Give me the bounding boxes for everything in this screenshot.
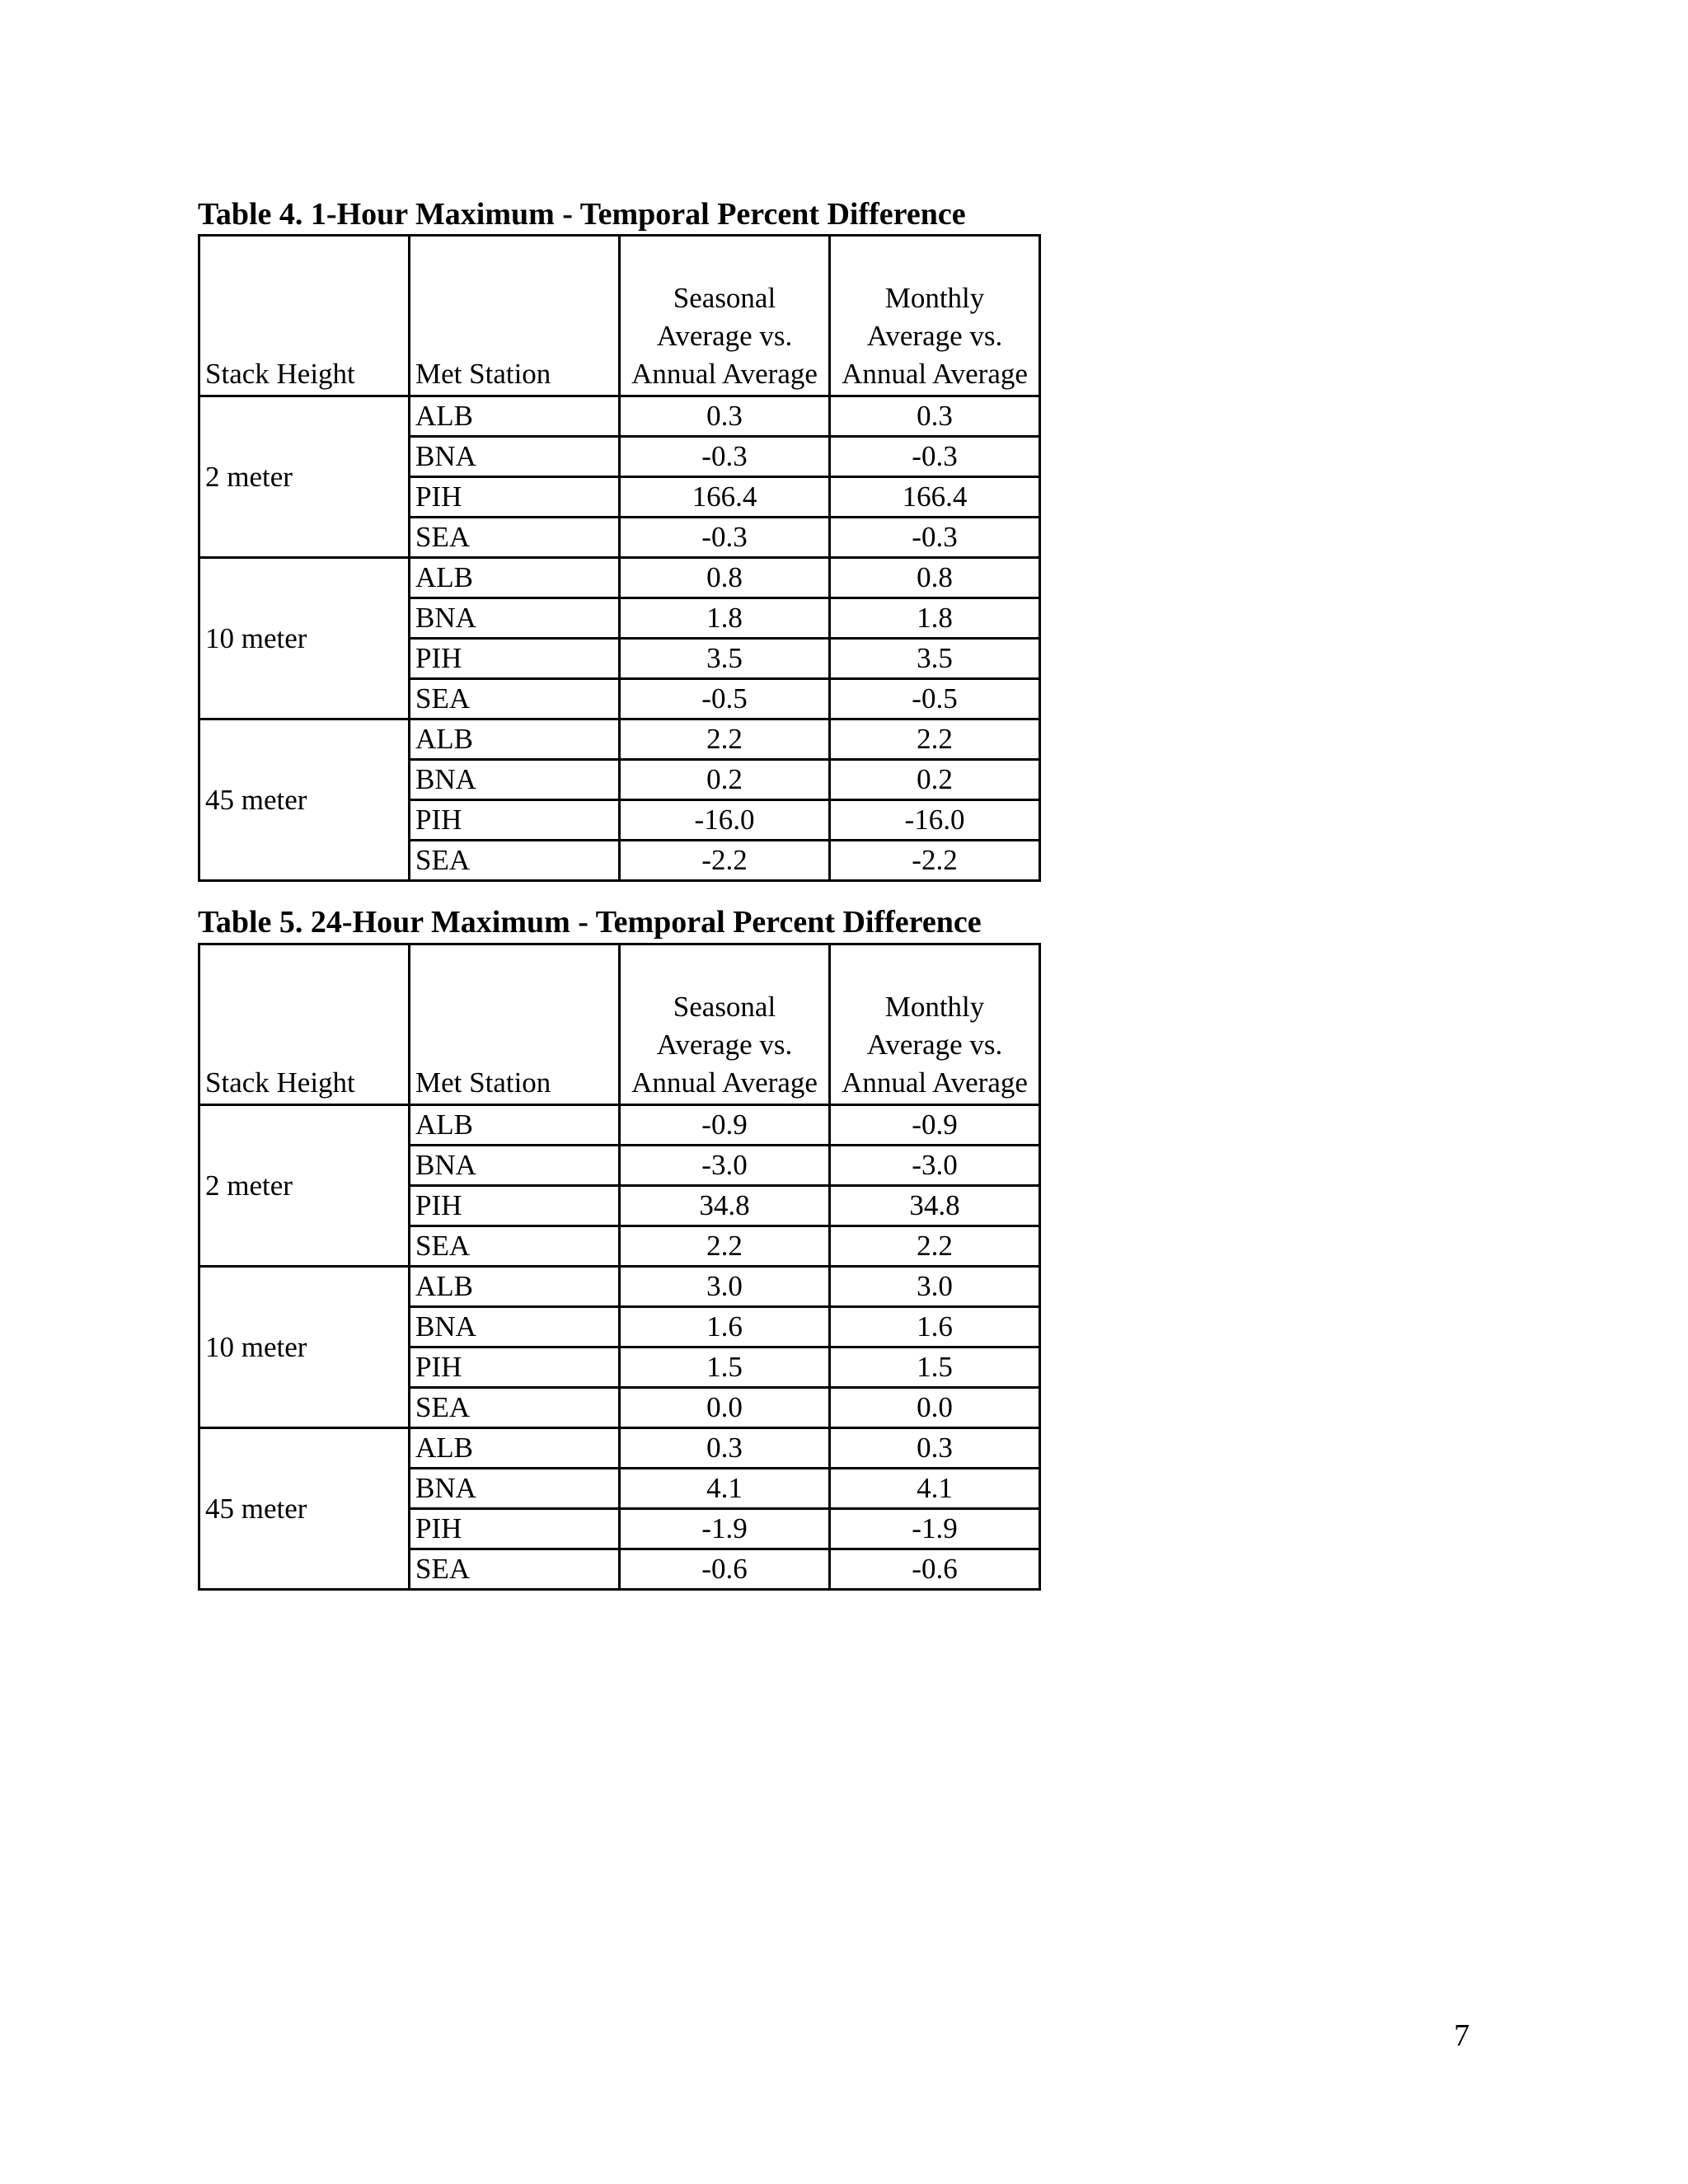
monthly-value-cell: -0.5 — [830, 679, 1040, 719]
seasonal-value-cell: -0.3 — [620, 437, 830, 477]
seasonal-value-cell: -0.9 — [620, 1105, 830, 1146]
met-station-cell: SEA — [410, 1388, 620, 1428]
monthly-value-cell: -3.0 — [830, 1146, 1040, 1186]
header-stack-height: Stack Height — [199, 236, 410, 396]
table-4-body — [199, 396, 1040, 881]
table-header-row — [199, 944, 1040, 1105]
monthly-value-cell: -0.6 — [830, 1549, 1040, 1590]
seasonal-value-cell: 0.0 — [620, 1388, 830, 1428]
met-station-cell: ALB — [410, 396, 620, 437]
met-station-cell: PIH — [410, 639, 620, 679]
table-5-body — [199, 1105, 1040, 1590]
seasonal-value-cell: -0.5 — [620, 679, 830, 719]
table-5 — [198, 943, 1041, 1591]
stack-height-cell: 45 meter — [199, 1428, 410, 1590]
seasonal-value-cell: 3.0 — [620, 1267, 830, 1307]
met-station-cell: ALB — [410, 1267, 620, 1307]
table-row — [199, 396, 1040, 437]
met-station-cell: PIH — [410, 800, 620, 841]
table-5-caption: Table 5. 24-Hour Maximum - Temporal Percent Difference — [198, 905, 982, 940]
monthly-value-cell: 1.8 — [830, 598, 1040, 639]
monthly-value-cell: -0.3 — [830, 437, 1040, 477]
seasonal-value-cell: 1.5 — [620, 1347, 830, 1388]
met-station-cell: SEA — [410, 841, 620, 881]
met-station-cell: PIH — [410, 1509, 620, 1549]
monthly-value-cell: 34.8 — [830, 1186, 1040, 1226]
header-seasonal: Seasonal Average vs. Annual Average — [620, 236, 830, 396]
met-station-cell: BNA — [410, 1469, 620, 1509]
monthly-value-cell: 3.5 — [830, 639, 1040, 679]
seasonal-value-cell: 2.2 — [620, 719, 830, 760]
stack-height-cell: 2 meter — [199, 396, 410, 558]
monthly-value-cell: 4.1 — [830, 1469, 1040, 1509]
met-station-cell: BNA — [410, 598, 620, 639]
monthly-value-cell: 2.2 — [830, 1226, 1040, 1267]
monthly-value-cell: 1.6 — [830, 1307, 1040, 1347]
seasonal-value-cell: 0.3 — [620, 396, 830, 437]
monthly-value-cell: 0.3 — [830, 396, 1040, 437]
stack-height-cell: 10 meter — [199, 558, 410, 719]
header-met-station: Met Station — [410, 944, 620, 1105]
met-station-cell: BNA — [410, 1146, 620, 1186]
met-station-cell: SEA — [410, 1549, 620, 1590]
seasonal-value-cell: -16.0 — [620, 800, 830, 841]
table-header-row — [199, 236, 1040, 396]
seasonal-value-cell: 4.1 — [620, 1469, 830, 1509]
met-station-cell: BNA — [410, 1307, 620, 1347]
met-station-cell: ALB — [410, 558, 620, 598]
met-station-cell: ALB — [410, 1105, 620, 1146]
seasonal-value-cell: -1.9 — [620, 1509, 830, 1549]
seasonal-value-cell: 1.8 — [620, 598, 830, 639]
monthly-value-cell: 0.0 — [830, 1388, 1040, 1428]
header-seasonal: Seasonal Average vs. Annual Average — [620, 944, 830, 1105]
seasonal-value-cell: -0.6 — [620, 1549, 830, 1590]
header-monthly: Monthly Average vs. Annual Average — [830, 944, 1040, 1105]
table-4 — [198, 234, 1041, 882]
seasonal-value-cell: 34.8 — [620, 1186, 830, 1226]
stack-height-cell: 2 meter — [199, 1105, 410, 1267]
seasonal-value-cell: 2.2 — [620, 1226, 830, 1267]
monthly-value-cell: -0.9 — [830, 1105, 1040, 1146]
met-station-cell: PIH — [410, 1347, 620, 1388]
met-station-cell: BNA — [410, 437, 620, 477]
monthly-value-cell: 0.3 — [830, 1428, 1040, 1469]
monthly-value-cell: 0.8 — [830, 558, 1040, 598]
table-4-caption: Table 4. 1-Hour Maximum - Temporal Percent Difference — [198, 197, 966, 232]
header-monthly: Monthly Average vs. Annual Average — [830, 236, 1040, 396]
page-number: 7 — [1454, 2018, 1470, 2053]
met-station-cell: PIH — [410, 1186, 620, 1226]
met-station-cell: ALB — [410, 719, 620, 760]
met-station-cell: PIH — [410, 477, 620, 518]
seasonal-value-cell: -2.2 — [620, 841, 830, 881]
seasonal-value-cell: 166.4 — [620, 477, 830, 518]
monthly-value-cell: -2.2 — [830, 841, 1040, 881]
seasonal-value-cell: 0.3 — [620, 1428, 830, 1469]
stack-height-cell: 45 meter — [199, 719, 410, 881]
monthly-value-cell: -0.3 — [830, 518, 1040, 558]
table-row — [199, 558, 1040, 598]
table-row — [199, 719, 1040, 760]
seasonal-value-cell: 1.6 — [620, 1307, 830, 1347]
table-row — [199, 1428, 1040, 1469]
seasonal-value-cell: 3.5 — [620, 639, 830, 679]
seasonal-value-cell: -0.3 — [620, 518, 830, 558]
monthly-value-cell: 1.5 — [830, 1347, 1040, 1388]
monthly-value-cell: 166.4 — [830, 477, 1040, 518]
met-station-cell: SEA — [410, 679, 620, 719]
monthly-value-cell: -1.9 — [830, 1509, 1040, 1549]
met-station-cell: SEA — [410, 1226, 620, 1267]
monthly-value-cell: 3.0 — [830, 1267, 1040, 1307]
met-station-cell: BNA — [410, 760, 620, 800]
header-stack-height: Stack Height — [199, 944, 410, 1105]
monthly-value-cell: -16.0 — [830, 800, 1040, 841]
monthly-value-cell: 2.2 — [830, 719, 1040, 760]
met-station-cell: SEA — [410, 518, 620, 558]
table-row — [199, 1105, 1040, 1146]
seasonal-value-cell: 0.8 — [620, 558, 830, 598]
seasonal-value-cell: -3.0 — [620, 1146, 830, 1186]
monthly-value-cell: 0.2 — [830, 760, 1040, 800]
table-row — [199, 1267, 1040, 1307]
stack-height-cell: 10 meter — [199, 1267, 410, 1428]
met-station-cell: ALB — [410, 1428, 620, 1469]
header-met-station: Met Station — [410, 236, 620, 396]
seasonal-value-cell: 0.2 — [620, 760, 830, 800]
